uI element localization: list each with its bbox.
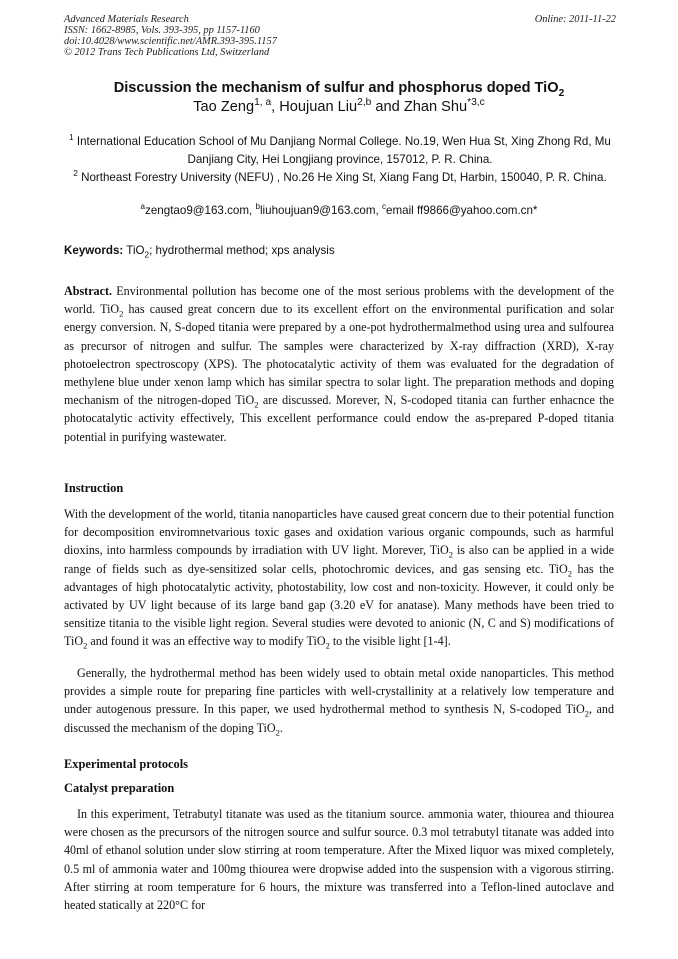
instruction-paragraph-1 [64, 505, 614, 651]
subscript: 2 [254, 399, 259, 410]
email-address: email ff9866@yahoo.com.cn* [386, 204, 538, 217]
author-name: Zhan Shu [403, 99, 468, 115]
author-name: Houjuan Liu [279, 99, 358, 115]
title-text: Discussion the mechanism of sulfur and phosphorus doped TiO [113, 80, 559, 96]
body-text: is also can be applied in a wide range of fields such as dye-sensitized solar cells, photochromic devices, and gas sensing etc. TiO [64, 543, 614, 576]
body-text: and found it was an effective way to modify TiO [87, 634, 326, 649]
body-text: to the visible light [1-4]. [329, 634, 451, 649]
doi-line: doi:10.4028/www.scientific.net/AMR.393-395.1157 [64, 36, 277, 47]
email-line [0, 204, 678, 217]
email-sup: a [140, 202, 146, 212]
keywords [64, 244, 624, 260]
subscript: 2 [325, 640, 330, 651]
author-name: Tao Zeng [193, 99, 255, 115]
subsection-heading-catalyst: Catalyst preparation [64, 781, 175, 795]
email-sup: b [255, 202, 260, 212]
author-sup: 1, a [254, 97, 272, 109]
author-separator: and [371, 99, 404, 115]
online-date: Online: 2011-11-22 [534, 14, 616, 25]
affiliation-number: 2 [73, 169, 78, 179]
author-sup: *3,c [467, 97, 485, 109]
abstract-text: Environmental pollution has become one of the most serious problems with the development of the world. TiO [64, 284, 614, 317]
affiliation-1 [64, 133, 616, 169]
subscript: 2 [83, 640, 88, 651]
email-sup: c [381, 202, 387, 212]
affiliation-text: International Education School of Mu Danjiang Normal College. No.19, Wen Hua St, Xing Zhong Rd, Mu Danjiang City, Hei Longjiang province, 157012, P. R. China. [76, 135, 611, 166]
section-heading-experimental: Experimental protocols [64, 757, 189, 771]
body-text: . [279, 720, 283, 735]
section-heading-instruction: Instruction [64, 481, 124, 495]
affiliation-text: Northeast Forestry University (NEFU) , No.26 He Xing St, Xiang Fang Dt, Harbin, 150040, P. R. China. [81, 171, 607, 184]
abstract-text: has caused great concern due to its excellent effort on the environmental purification and solar energy conversion. N, S-doped titania were prepared by a one-pot hydrothermalmethod using urea and sulfourea as precursor of nitrogen and sulfur. The samples were characterized by X-ray diffraction (XRD), X-ray photoelectron spectroscopy (XPS). The photocatalytic activity of them was evaluated for the degradation of methylene blue under xenon lamp which has similar spectra to solar light. The preparation methods and doping mechanism of the nitrogen-doped TiO [64, 302, 614, 408]
affiliation-number: 1 [69, 133, 74, 143]
copyright-line: © 2012 Trans Tech Publications Ltd, Switzerland [64, 47, 270, 58]
keywords-text: TiO [123, 244, 145, 257]
journal-header [64, 14, 616, 58]
author-list [0, 99, 678, 115]
journal-name: Advanced Materials Research [64, 14, 189, 25]
subscript: 2 [119, 308, 124, 319]
subscript: 2 [275, 727, 280, 738]
title-subscript: 2 [558, 87, 565, 99]
instruction-paragraph-2 [64, 664, 614, 737]
abstract [64, 282, 614, 446]
abstract-label: Abstract. [64, 284, 113, 298]
catalyst-paragraph: In this experiment, Tetrabutyl titanate was used as the titanium source. ammonia water, thiourea and thiourea were chosen as the precursors of the nitrogen source and sulfur source. 0.3 mol tetrabutyl titanate was added into 40ml of ethanol solution under slow stirring at room temperature. After the Mixed liquor was mixed completely, 0.5 ml of ammonia water and 100mg thiourea were dropwise added into the suspension with a vigorous stirring. After stirring at room temperature for 6 hours, the mixture was transferred into a Teflon-lined autoclave and heated statically at 220°C for [64, 807, 614, 913]
email-address: zengtao9@163.com, [145, 204, 256, 217]
email-address: liuhoujuan9@163.com, [259, 204, 382, 217]
author-separator: , [271, 99, 280, 115]
paper-title [0, 80, 678, 99]
body-text: Generally, the hydrothermal method has been widely used to obtain metal oxide nanoparticles. This method provides a simple route for preparing fine particles with well-crystallinity at a relatively low temperature and under autogenous pressure. In this paper, we used hydrothermal method to synthesis N, S-codoped TiO [64, 666, 614, 717]
affiliation-2 [64, 169, 616, 187]
keywords-label: Keywords: [64, 244, 124, 257]
abstract-text: are discussed. Morever, N, S-codoped titania can further enhacnce the photocatalytic activity effectively, This excellent performance could endow the as-prepared P-doped titania potential in purifying wastewater. [64, 393, 614, 444]
author-sup: 2,b [357, 97, 372, 109]
subscript: 2 [448, 549, 454, 560]
body-text: With the development of the world, titania nanoparticles have caused great concern due to their potential function for decomposition enviromnetvarious toxic gases and oxidation various organic compounds, such as harmful dioxins, into harmless compounds by irradiation with UV light. Morever, TiO [64, 507, 614, 558]
subscript: 2 [567, 568, 573, 579]
issn-line: ISSN: 1662-8985, Vols. 393-395, pp 1157-1160 [64, 25, 260, 36]
subscript: 2 [584, 708, 589, 719]
body-text: , and discussed the mechanism of the doping TiO [64, 702, 614, 735]
body-text: has the advantages of high photocatalytic activity, photostability, low cost and non-toxicity. However, it could only be activated by UV light because of its large band gap (3.20 eV for anatase). Many methods have been tried to sensitize titania to the visible light region. Several studies were devoted to anionic (N, C and S) modifications of TiO [64, 561, 614, 649]
keywords-text: ; hydrothermal method; xps analysis [149, 244, 335, 257]
keywords-subscript: 2 [144, 250, 150, 260]
